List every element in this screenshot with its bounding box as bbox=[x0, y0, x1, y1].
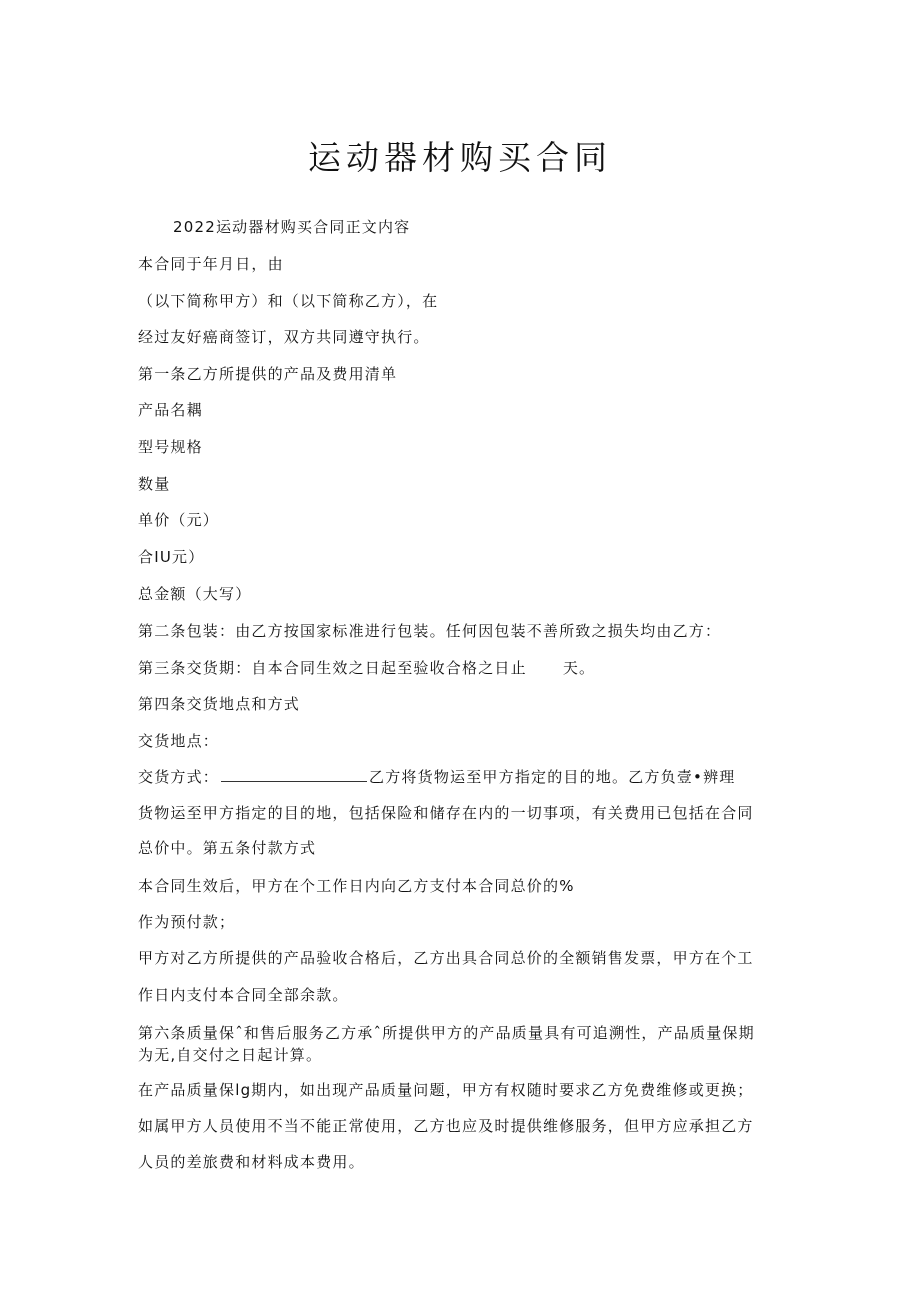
field-quantity: 数量 bbox=[138, 475, 171, 493]
field-total: 合IU元） bbox=[138, 548, 205, 566]
agreement-line: 经过友好癌商签订，双方共同遵守执行。 bbox=[138, 328, 430, 346]
field-product-name: 产品名耦 bbox=[138, 401, 203, 419]
field-delivery-place: 交货地点： bbox=[138, 732, 220, 750]
article-3-delivery-period bbox=[138, 658, 595, 678]
delivery-details-line: 货物运至甲方指定的目的地，包括保险和储存在内的一切事项，有关费用已包括在合同 bbox=[138, 804, 754, 822]
field-unit-price: 单价（元） bbox=[138, 511, 220, 529]
days-suffix: 天。 bbox=[562, 659, 596, 677]
article-4-heading: 第四条交货地点和方式 bbox=[138, 695, 301, 713]
delivery-method-label: 交货方式： bbox=[138, 768, 220, 786]
delivery-method-text: 乙方将货物运至甲方指定的目的地。乙方负壹•辨理 bbox=[369, 768, 736, 786]
article-6-line-1: 第六条质量保ˆ和售后服务乙方承ˆ所提供甲方的产品质量具有可追溯性，产品质量保期 bbox=[138, 1024, 755, 1042]
prepayment-line: 本合同生效后，甲方在个工作日内向乙方支付本合同总价的% bbox=[138, 877, 575, 895]
parties-line: （以下简称甲方）和（以下简称乙方），在 bbox=[138, 292, 439, 310]
delivery-method-line bbox=[138, 767, 735, 787]
article-5-heading: 总价中。第五条付款方式 bbox=[138, 839, 317, 857]
field-total-amount-words: 总金额（大写） bbox=[138, 585, 252, 603]
contract-date-line: 本合同于年月日，由 bbox=[138, 255, 284, 273]
prepayment-suffix: 作为预付款； bbox=[138, 913, 236, 931]
article-2-packaging: 第二条包装：由乙方按国家标准进行包装。任何因包装不善所致之损失均由乙方： bbox=[138, 622, 722, 640]
field-model-spec: 型号规格 bbox=[138, 438, 203, 456]
warranty-line-2: 如属甲方人员使用不当不能正常使用，乙方也应及时提供维修服务，但甲方应承担乙方 bbox=[138, 1117, 754, 1135]
final-payment-line-1: 甲方对乙方所提供的产品验收合格后，乙方出具合同总价的全额销售发票，甲方在个工 bbox=[138, 949, 754, 967]
page-title: 运动器材购买合同 bbox=[308, 138, 612, 177]
final-payment-line-2: 作日内支付本合同全部余款。 bbox=[138, 986, 349, 1004]
article-1-heading: 第一条乙方所提供的产品及费用清单 bbox=[138, 365, 398, 383]
article-6-line-2: 为无,自交付之日起计算。 bbox=[138, 1046, 323, 1064]
warranty-line-1: 在产品质量保lg期内，如出现产品质量问题，甲方有权随时要求乙方免费维修或更换； bbox=[138, 1081, 754, 1099]
delivery-method-blank bbox=[221, 767, 367, 782]
delivery-period-text: 第三条交货期：自本合同生效之日起至验收合格之日止 bbox=[138, 659, 527, 677]
subtitle: 2022运动器材购买合同正文内容 bbox=[173, 218, 411, 236]
warranty-line-3: 人员的差旅费和材料成本费用。 bbox=[138, 1153, 365, 1171]
